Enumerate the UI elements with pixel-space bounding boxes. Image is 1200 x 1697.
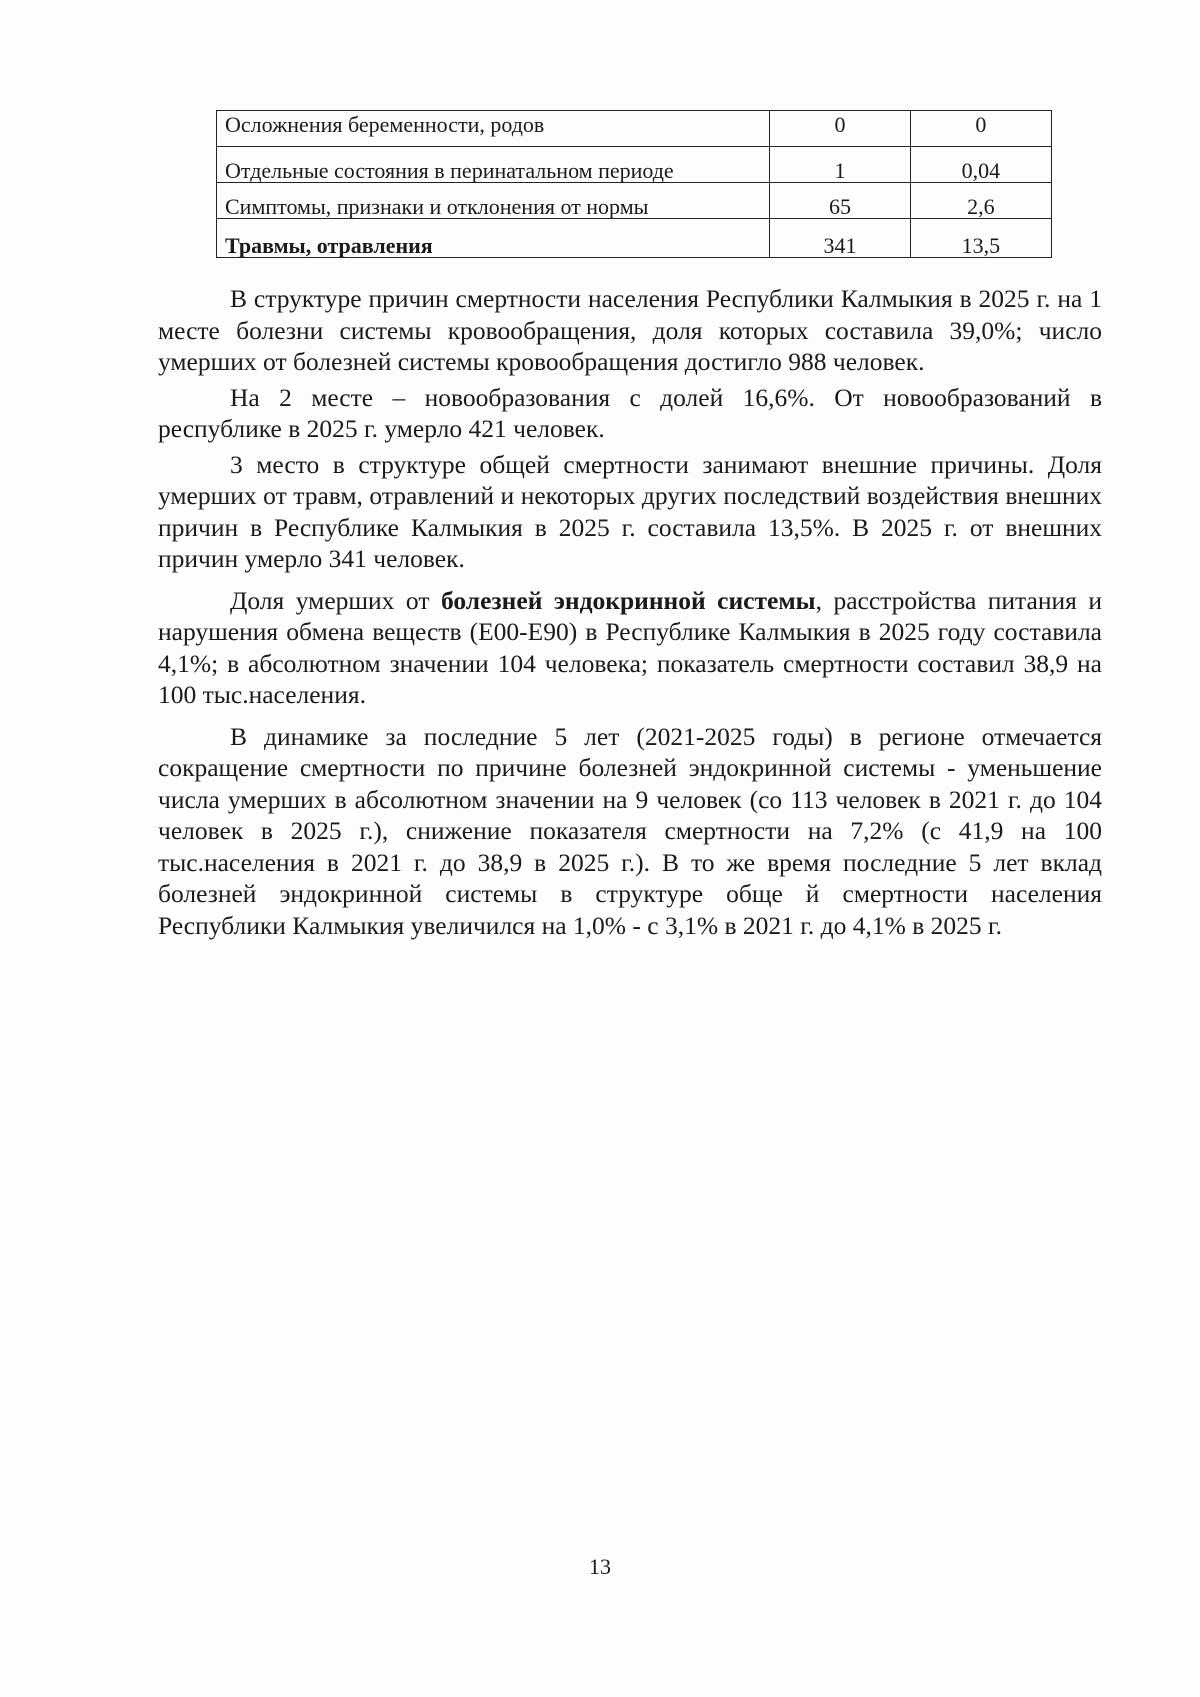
- paragraph-circulatory: В структуре причин смертности населения Республики Калмыкия в 2025 г. на 1 месте болезни системы кровообращения, доля которых составила 39,0%; число умерших от болезней системы кровообращения достигло 988 человек.: [158, 284, 1102, 376]
- cause-label: Отдельные состояния в перинатальном периоде: [217, 147, 770, 183]
- cause-label: Осложнения беременности, родов: [217, 111, 770, 147]
- paragraph-neoplasms: На 2 месте – новообразования с долей 16,6%. От новообразований в республике в 2025 г. умерло 421 человек.: [158, 382, 1102, 443]
- death-count: 65: [770, 183, 911, 219]
- paragraph-external-causes: 3 место в структуре общей смертности занимают внешние причины. Доля умерших от травм, отравлений и некоторых других последствий воздействия внешних причин в Республике Калмыкия в 2025 г. составила 13,5%. В 2025 г. от внешних причин умерло 341 человек.: [158, 449, 1102, 573]
- death-share: 0,04: [910, 147, 1051, 183]
- death-count: 341: [770, 219, 911, 258]
- body-text: [158, 283, 1102, 945]
- paragraph-text: Доля умерших от: [230, 585, 441, 615]
- mortality-causes-table-fragment: [216, 110, 1052, 258]
- table-row: [217, 183, 1052, 219]
- mortality-table: [216, 110, 1052, 258]
- paragraph-endocrine-dynamics: В динамике за последние 5 лет (2021-2025 годы) в регионе отмечается сокращение смертности по причине болезней эндокринной системы - уменьшение числа умерших в абсолютном значении на 9 человек (со 113 человек в 2021 г. до 104 человек в 2025 г.), снижение показателя смертности на 7,2% (с 41,9 на 100 тыс.населения в 2021 г. до 38,9 в 2025 г.). В то же время последние 5 лет вклад болезней эндокринной системы в структуре обще й смертности населения Республики Калмыкия увеличился на 1,0% - с 3,1% в 2021 г. до 4,1% в 2025 г.: [158, 721, 1102, 940]
- death-share: 0: [910, 111, 1051, 147]
- cause-label: Симптомы, признаки и отклонения от нормы: [217, 183, 770, 219]
- death-count: 0: [770, 111, 911, 147]
- death-share: 2,6: [910, 183, 1051, 219]
- table-row: [217, 111, 1052, 147]
- cause-label: Травмы, отравления: [217, 219, 770, 258]
- death-count: 1: [770, 147, 911, 183]
- table-row: [217, 147, 1052, 183]
- bold-term: болезней эндокринной системы: [440, 585, 816, 615]
- paragraph-endocrine-share: [158, 585, 1102, 711]
- page-number: 13: [589, 1554, 611, 1579]
- paragraph-text: , расстройства питания и нарушения обмена веществ (Е00-Е90) в Республике Калмыкия в 2025 году составила 4,1%; в абсолютном значении 104 человека; показатель смертности составил 38,9 на 100 тыс.населения.: [158, 585, 1102, 709]
- table-row: [217, 219, 1052, 258]
- death-share: 13,5: [910, 219, 1051, 258]
